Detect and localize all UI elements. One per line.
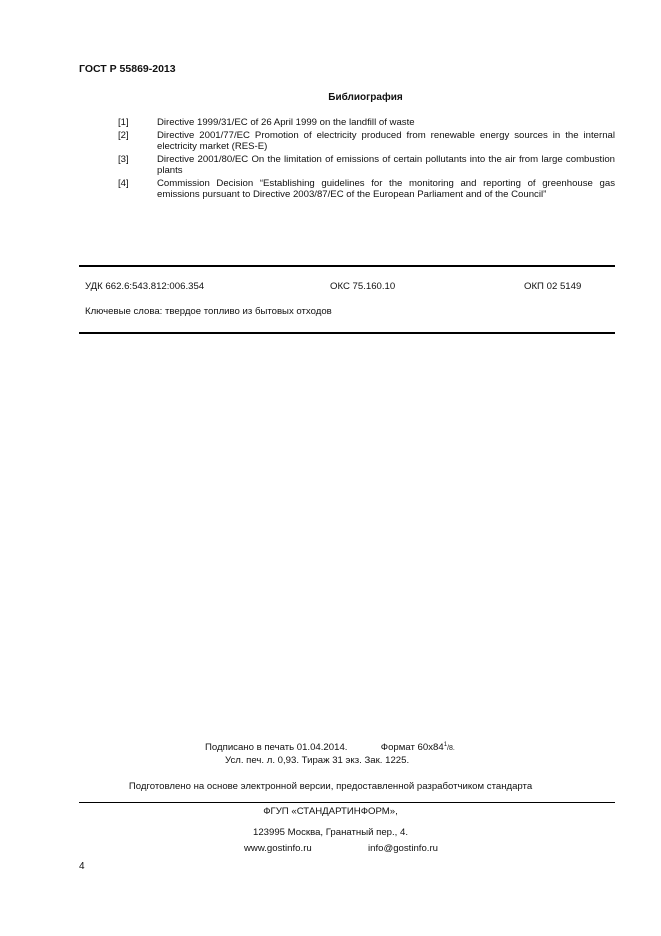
bibliography-item-text: Directive 2001/77/EC Promotion of electricity produced from renewable energy sources in the internal electricity market (RES-E) (157, 130, 615, 152)
bibliography-item (118, 154, 615, 176)
publisher-email[interactable]: info@gostinfo.ru (368, 843, 439, 854)
publisher-name: ФГУП «СТАНДАРТИНФОРМ», (263, 806, 398, 817)
bibliography-item-text: Directive 2001/80/EC On the limitation of emissions of certain pollutants into the air from large combustion plants (157, 154, 615, 176)
keywords: Ключевые слова: твердое топливо из бытовых отходов (85, 306, 332, 317)
classification-top-rule (79, 265, 615, 267)
udk-code: УДК 662.6:543.812:006.354 (85, 281, 205, 292)
bibliography-item-number: [1] (118, 117, 129, 128)
imprint-prepared: Подготовлено на основе электронной версии, предоставленной разработчиком стандарта (128, 781, 533, 792)
bibliography-item (118, 178, 615, 200)
bibliography-list (118, 117, 615, 202)
classification-bottom-rule (79, 332, 615, 334)
imprint-signed: Подписано в печать 01.04.2014. (205, 742, 348, 754)
publisher-website[interactable]: www.gostinfo.ru (244, 843, 312, 854)
oks-code: ОКС 75.160.10 (330, 281, 396, 292)
bibliography-item-number: [2] (118, 130, 129, 141)
page-number: 4 (79, 861, 85, 872)
bibliography-item (118, 130, 615, 152)
bibliography-item-text: Directive 1999/31/EC of 26 April 1999 on the landfill of waste (157, 117, 415, 128)
bibliography-item (118, 117, 615, 128)
imprint-print-info: Усл. печ. л. 0,93. Тираж 31 экз. Зак. 1225. (225, 755, 410, 766)
bibliography-item-number: [4] (118, 178, 129, 189)
bibliography-item-number: [3] (118, 154, 129, 165)
bibliography-item-text: Commission Decision “Establishing guidelines for the monitoring and reporting of greenhouse gas emissions pursuant to Directive 2003/87/EC of the European Parliament and of the Council” (157, 178, 615, 200)
imprint-rule (79, 802, 615, 803)
publisher-address: 123995 Москва, Гранатный пер., 4. (253, 827, 408, 838)
imprint-format: Формат $60х84^1/8$. (380, 742, 455, 754)
imprint-signed-line (205, 742, 455, 753)
bibliography-title: Библиография (328, 92, 403, 103)
document-header: ГОСТ Р 55869-2013 (79, 63, 176, 75)
okp-code: ОКП 02 5149 (524, 281, 582, 292)
